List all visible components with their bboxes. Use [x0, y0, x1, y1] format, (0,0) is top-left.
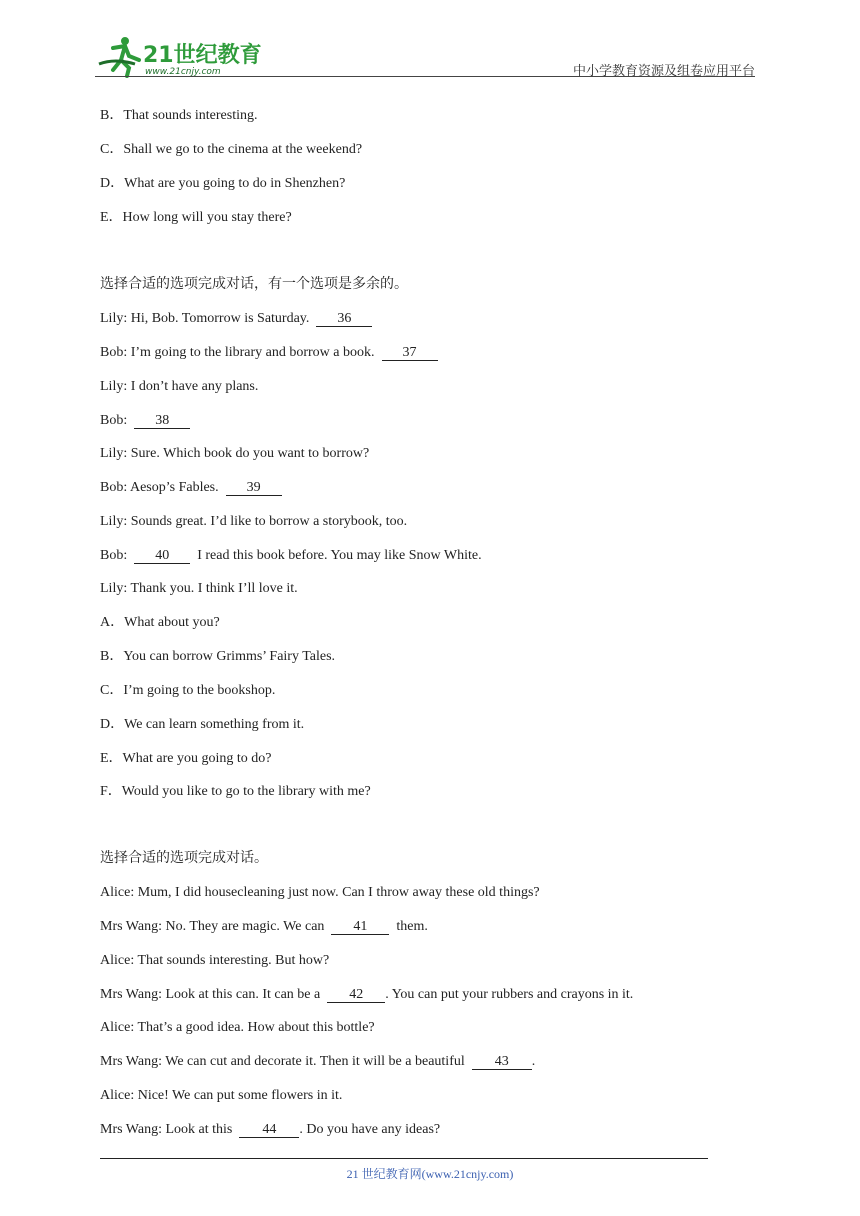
dialogue-line: Mrs Wang: Look at this 44 . Do you have any ideas?: [100, 1122, 441, 1137]
answer-blank: 42: [327, 988, 385, 1003]
option-line: A．What about you?: [100, 615, 220, 630]
question-instruction: 选择合适的选项完成对话，有一个选项是多余的。: [100, 277, 408, 292]
answer-blank: 36: [316, 312, 372, 327]
option-line: E．What are you going to do?: [100, 751, 272, 766]
option-line: B．You can borrow Grimms’ Fairy Tales.: [100, 649, 336, 664]
running-figure-icon: [99, 37, 139, 76]
dialogue-line: Mrs Wang: We can cut and decorate it. Then it will be a beautiful 43 .: [100, 1054, 536, 1069]
dialogue-line: Mrs Wang: No. They are magic. We can 41 them.: [100, 919, 428, 934]
answer-blank: 37: [382, 346, 438, 361]
answer-blank: 41: [331, 920, 389, 935]
dialogue-line: Alice: That sounds interesting. But how?: [100, 953, 330, 968]
option-line: E．How long will you stay there?: [100, 210, 292, 225]
logo-21cnjy: [95, 34, 265, 78]
dialogue-line: Alice: Mum, I did housecleaning just now. Can I throw away these old things?: [100, 885, 540, 900]
answer-blank: 43: [472, 1055, 532, 1070]
dialogue-line: Lily: Hi, Bob. Tomorrow is Saturday. 36: [100, 310, 372, 328]
dialogue-line: Bob: 40 I read this book before. You may like Snow White.: [100, 548, 482, 563]
answer-blank: 38: [134, 414, 190, 429]
dialogue-line: Lily: I don’t have any plans.: [100, 379, 259, 394]
option-line: D．We can learn something from it.: [100, 717, 305, 732]
header-divider: [95, 76, 755, 77]
dialogue-line: Lily: Thank you. I think I’ll love it.: [100, 581, 298, 596]
page-header: [95, 30, 755, 78]
answer-blank: 44: [239, 1123, 299, 1138]
option-line: C．I’m going to the bookshop.: [100, 683, 276, 698]
dialogue-line: Mrs Wang: Look at this can. It can be a 42 . You can put your rubbers and crayons in it.: [100, 987, 634, 1002]
dialogue-line: Bob: I’m going to the library and borrow a book. 37: [100, 344, 438, 362]
dialogue-line: Bob: 38: [100, 412, 190, 430]
answer-blank: 39: [226, 481, 282, 496]
platform-name: 中小学教育资源及组卷应用平台: [572, 63, 755, 78]
logo-url-text: www.21cnjy.com: [145, 67, 221, 77]
option-line: B．That sounds interesting.: [100, 108, 258, 123]
option-line: C．Shall we go to the cinema at the weekend?: [100, 142, 363, 157]
question-instruction: 选择合适的选项完成对话。: [100, 851, 268, 866]
dialogue-line: Alice: That’s a good idea. How about this bottle?: [100, 1020, 375, 1035]
answer-blank: 40: [134, 549, 190, 564]
dialogue-line: Alice: Nice! We can put some flowers in it.: [100, 1088, 343, 1103]
dialogue-line: Lily: Sure. Which book do you want to borrow?: [100, 446, 370, 461]
option-line: D．What are you going to do in Shenzhen?: [100, 176, 346, 191]
option-line: F．Would you like to go to the library with me?: [100, 784, 371, 799]
dialogue-line: Bob: Aesop’s Fables. 39: [100, 479, 282, 497]
footer-link[interactable]: 21 世纪教育网(www.21cnjy.com): [346, 1167, 514, 1181]
dialogue-line: Lily: Sounds great. I’d like to borrow a storybook, too.: [100, 514, 408, 529]
footer-divider: [100, 1158, 708, 1159]
logo-text: 21世纪教育: [143, 43, 262, 68]
